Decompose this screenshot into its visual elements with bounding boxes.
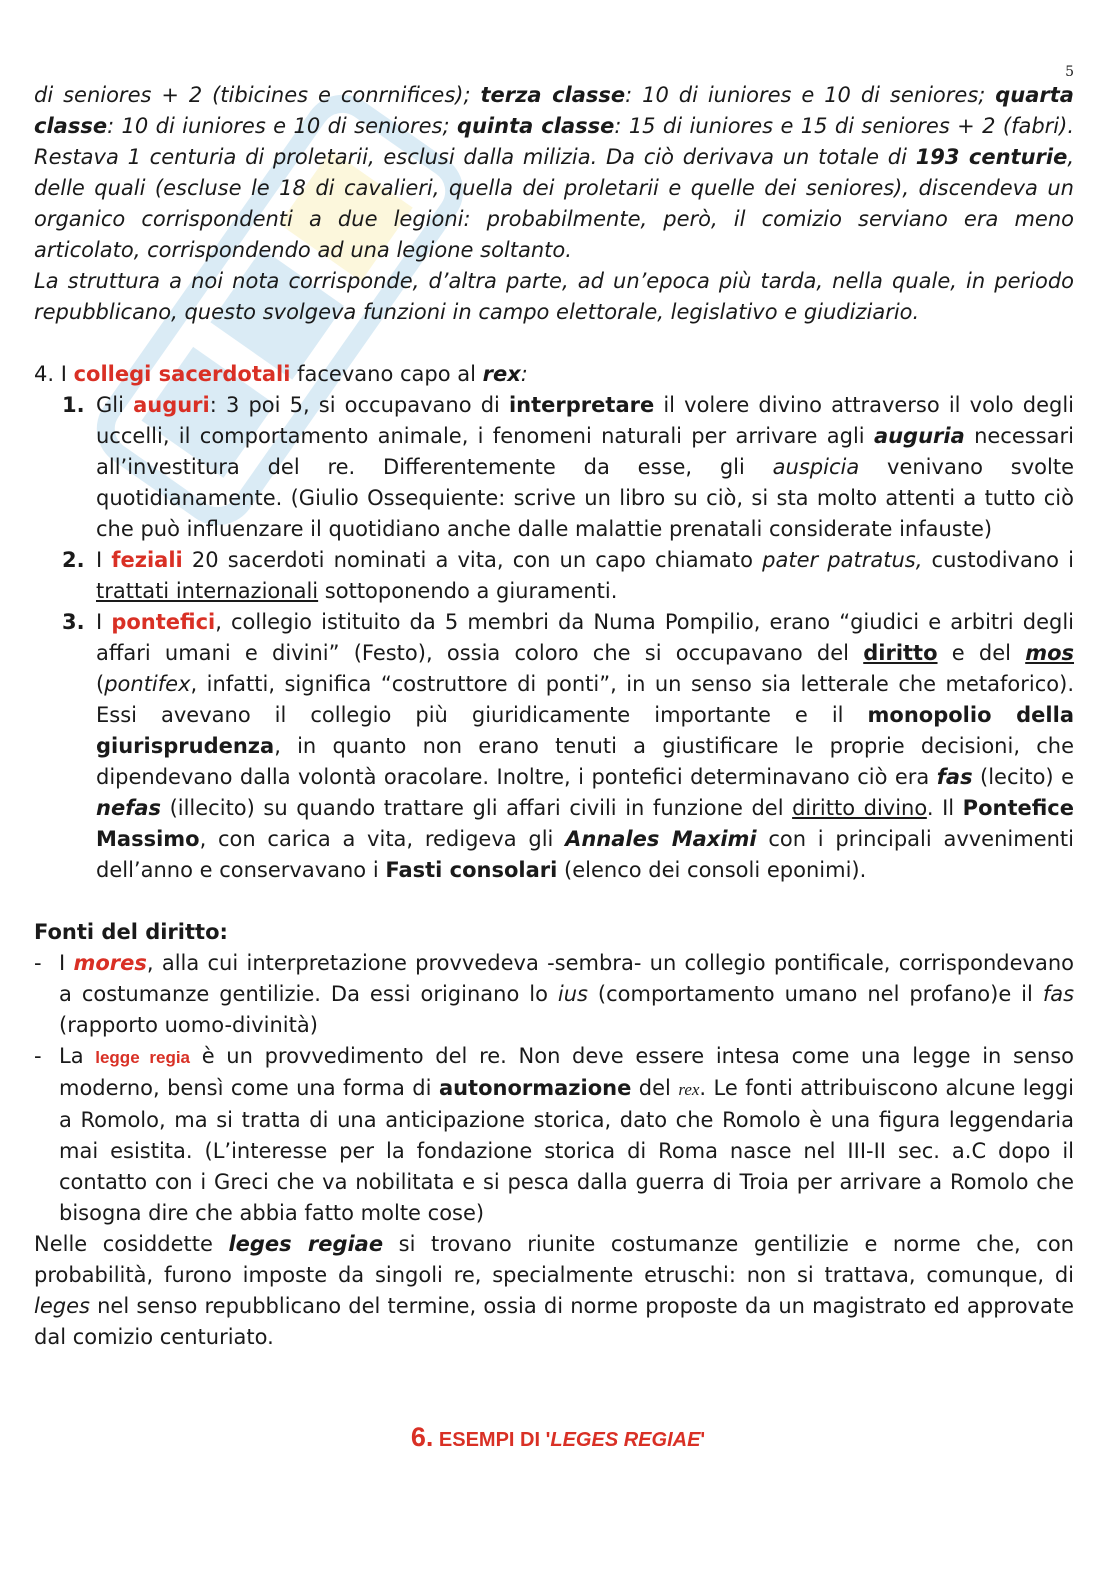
text-run: del [631, 1076, 679, 1100]
term-nefas: nefas [96, 796, 161, 820]
list-item-pontefici [34, 607, 1074, 886]
term-pontifex: pontifex [104, 672, 191, 696]
term-feziali: feziali [111, 548, 183, 572]
term-collegi-sacerdotali: collegi sacerdotali [73, 362, 291, 386]
term-leges: leges [34, 1294, 90, 1318]
term-terza-classe: terza classe [480, 83, 626, 107]
text-run: I [59, 951, 74, 975]
text-run: : 10 di iuniores e 10 di seniores; [107, 114, 457, 138]
text-run: . Il [926, 796, 963, 820]
term-quarta-classe: quarta classe [34, 83, 1074, 138]
text-run: di seniores + 2 (tibicines e conrnifices); [34, 83, 481, 107]
term-pater-patratus: pater patratus, [762, 548, 923, 572]
list-dash: - [34, 951, 42, 975]
paragraph-leges-regiae [34, 1229, 1074, 1353]
term-fasti-consolari: Fasti consolari [385, 858, 558, 882]
term-fas: fas [936, 765, 973, 789]
text-run: (illecito) su quando trattare gli affari civili in funzione del [161, 796, 793, 820]
spacer [34, 328, 1074, 359]
term-monopolio-giurisprudenza: monopolio della giurisprudenza [96, 703, 1074, 758]
paragraph-struttura: La struttura a noi nota corrisponde, d’altra parte, ad un’epoca più tarda, nella quale, in periodo repubblicano, questo svolgeva funzioni in campo elettorale, legislativo e giudiziario. [34, 269, 1074, 324]
text-run: , con carica a vita, redigeva gli [199, 827, 566, 851]
term-trattati-internazionali: trattati internazionali [96, 579, 319, 603]
text-run: : 10 di iuniores e 10 di seniores; [625, 83, 996, 107]
text-run: sottoponendo a giuramenti. [318, 579, 618, 603]
term-193-centurie: 193 centurie [915, 145, 1068, 169]
heading-text: ESEMPI DI ' [433, 1429, 551, 1451]
term-rex: rex [678, 1080, 700, 1099]
text-run: ( [96, 672, 105, 696]
section-collegi-heading [34, 359, 1074, 390]
text-run: La [59, 1044, 96, 1068]
text-run: è un provvedimento del re. Non deve essere intesa come una legge in senso moderno, bensì come una forma di [59, 1044, 1074, 1100]
collegi-list [34, 390, 1074, 886]
text-run: si trovano riunite costumanze gentilizie e norme che, con probabilità, furono imposte da singoli re, specialmente etruschi: non si trattava, comunque, di [34, 1232, 1074, 1287]
text-run: (elenco dei consoli eponimi). [557, 858, 867, 882]
term-fas: fas [1042, 982, 1075, 1006]
term-diritto-divino: diritto divino [792, 796, 927, 820]
paragraph-centurie [34, 80, 1074, 266]
list-number: 3. [62, 610, 85, 634]
term-mos: mos [1025, 641, 1075, 665]
section-6-heading [0, 1422, 1116, 1453]
term-ius: ius [557, 982, 588, 1006]
term-interpretare: interpretare [508, 393, 655, 417]
term-auguri: auguri [133, 393, 210, 417]
heading-number: 6. [410, 1422, 434, 1452]
text-run: I [96, 548, 112, 572]
text-run: nel senso repubblicano del termine, ossia di norme proposte da un magistrato ed approvate dal comizio centuriato. [34, 1294, 1074, 1349]
text-run: I [96, 610, 112, 634]
term-leges-regiae: leges regiae [228, 1232, 384, 1256]
term-autonormazione: autonormazione [438, 1076, 632, 1100]
term-pontefici: pontefici [111, 610, 216, 634]
term-rex: rex [482, 362, 521, 386]
fonti-heading: Fonti del diritto: [34, 920, 228, 944]
text-run: , in quanto non erano tenuti a giustificare le proprie decisioni, che dipendevano dalla volontà oracolare. Inoltre, i pontefici determinavano ciò era [96, 734, 1074, 789]
list-item-feziali [34, 545, 1074, 607]
list-item-legge-regia [34, 1041, 1074, 1229]
text-run: venivano svolte quotidianamente. (Giulio Ossequiente: scrive un libro su ciò, si sta molto attenti a tutto ciò che può influenzare il quotidiano anche dalle malattie prenatali considerate infauste) [96, 455, 1074, 541]
list-number: 1. [62, 393, 85, 417]
text-run: , collegio istituito da 5 membri da Numa Pompilio, erano “giudici e arbitri degli affari umani e divini” (Festo), ossia coloro che si occupavano del [96, 610, 1074, 665]
term-auguria: auguria [873, 424, 965, 448]
list-item-mores [34, 948, 1074, 1041]
text-run: , infatti, significa “costruttore di ponti”, in un senso sia letterale che metaforico). Essi avevano il collegio più giuridicamente importante e il [96, 672, 1074, 727]
text-run: necessari all’investitura del re. Differentemente da esse, gli [96, 424, 1074, 479]
page-number: 5 [1065, 64, 1074, 80]
text-run: facevano capo al [290, 362, 483, 386]
fonti-list [34, 948, 1074, 1229]
text-run: , delle quali (escluse le 18 di cavalieri, quella dei proletarii e quelle dei seniores), discendeva un organico corrispondenti a due legioni: probabilmente, però, il comizio serviano era meno articolato, corrispondendo ad una legione soltanto. [34, 145, 1075, 262]
list-dash: - [34, 1044, 42, 1068]
heading-text: ' [700, 1429, 706, 1451]
text-run: Nelle cosiddette [34, 1232, 229, 1256]
text-run: (lecito) e [972, 765, 1074, 789]
page-content [34, 80, 1074, 1353]
term-mores: mores [73, 951, 147, 975]
list-number: 2. [62, 548, 85, 572]
text-run: (rapporto uomo-divinità) [59, 1013, 318, 1037]
term-legge-regia: legge regia [95, 1048, 191, 1067]
list-item-auguri [34, 390, 1074, 545]
text-run: 4. I [34, 362, 74, 386]
heading-italic-text: LEGES REGIAE [550, 1429, 701, 1451]
text-run: Gli [96, 393, 134, 417]
text-run: (comportamento umano nel profano)e il [587, 982, 1043, 1006]
spacer [34, 886, 1074, 917]
text-run: custodivano i [922, 548, 1075, 572]
term-auspicia: auspicia [772, 455, 860, 479]
text-run: : 3 poi 5, si occupavano di [209, 393, 509, 417]
text-run: : 15 di iuniores e 15 di seniores + 2 (fabri). Restava 1 centuria di proletarii, esclusi dalla milizia. Da ciò derivava un totale di [34, 114, 1074, 169]
term-annales-maximi: Annales Maximi [565, 827, 757, 851]
text-run: . Le fonti attribuiscono alcune leggi a Romolo, ma si tratta di una anticipazione storica, dato che Romolo è una figura leggendaria mai esistita. (L’interesse per la fondazione storica di Roma nasce nel III-II sec. a.C dopo il contatto con i Greci che va nobilitata e si pesca dalla guerra di Troia per arrivare a Romolo che bisogna dire che abbia fatto molte cose) [59, 1076, 1075, 1225]
term-quinta-classe: quinta classe [456, 114, 615, 138]
text-run: : [520, 362, 528, 386]
term-diritto: diritto [863, 641, 938, 665]
text-run: 20 sacerdoti nominati a vita, con un capo chiamato [182, 548, 763, 572]
text-run: il volere divino attraverso il volo degli uccelli, il comportamento animale, i fenomeni naturali per arrivare agli [96, 393, 1074, 448]
text-run: con i principali avvenimenti dell’anno e conservavano i [96, 827, 1074, 882]
term-pontefice-massimo: Pontefice Massimo [96, 796, 1074, 851]
text-run: , alla cui interpretazione provvedeva -sembra- un collegio pontificale, corrispondevano a costumanze gentilizie. Da essi originano lo [59, 951, 1074, 1006]
text-run: e del [937, 641, 1026, 665]
